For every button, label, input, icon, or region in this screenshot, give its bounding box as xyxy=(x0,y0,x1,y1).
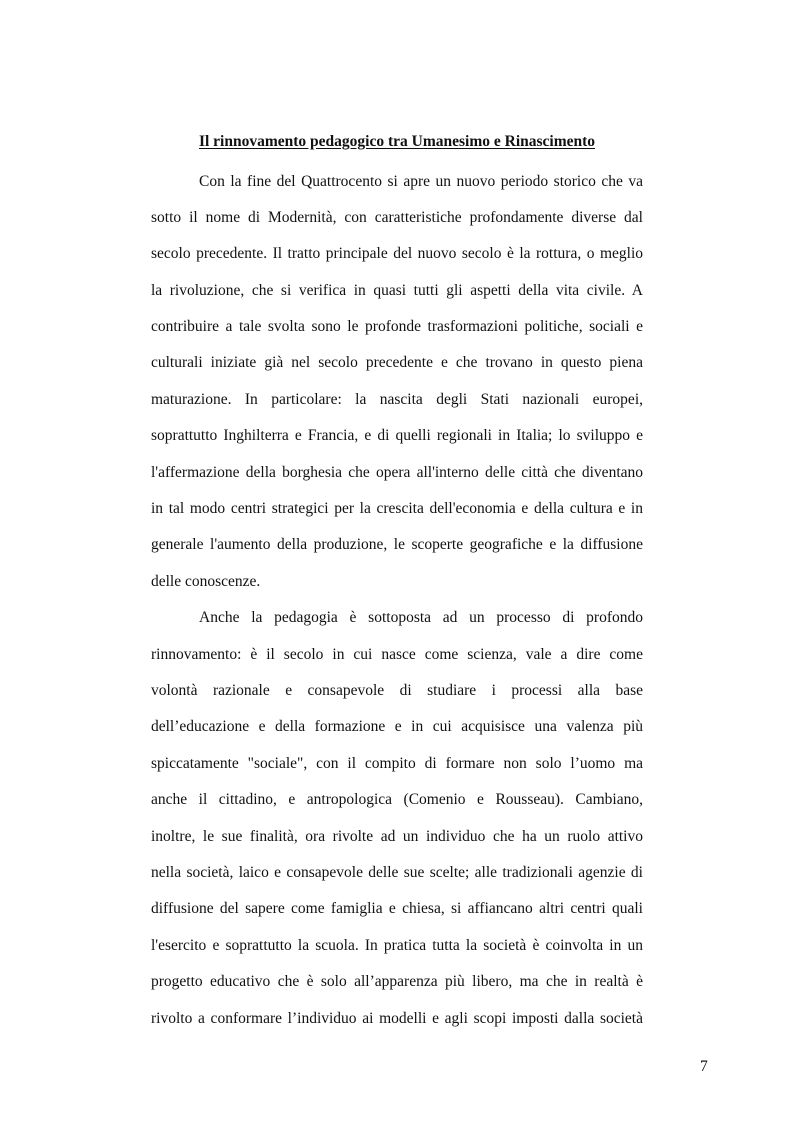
text-line: Con la fine del Quattrocento si apre un nuovo periodo storico che va xyxy=(199,173,643,190)
text-line: maturazione. In particolare: la nascita degli Stati nazionali europei, xyxy=(151,391,643,408)
text-line: progetto educativo che è solo all’apparenza più libero, ma che in realtà è xyxy=(151,973,643,990)
text-line: contribuire a tale svolta sono le profonde trasformazioni politiche, sociali e xyxy=(151,318,643,335)
text-line: anche il cittadino, e antropologica (Comenio e Rousseau). Cambiano, xyxy=(151,791,643,808)
text-line: dell’educazione e della formazione e in cui acquisisce una valenza più xyxy=(151,718,643,735)
section-heading: Il rinnovamento pedagogico tra Umanesimo e Rinascimento xyxy=(198,133,596,150)
text-line: secolo precedente. Il tratto principale del nuovo secolo è la rottura, o meglio xyxy=(151,245,643,262)
text-line: l'esercito e soprattutto la scuola. In pratica tutta la società è coinvolta in un xyxy=(151,937,643,954)
text-line: diffusione del sapere come famiglia e chiesa, si affiancano altri centri quali xyxy=(151,900,643,917)
text-line: spiccatamente "sociale", con il compito di formare non solo l’uomo ma xyxy=(151,755,643,772)
text-line: volontà razionale e consapevole di studiare i processi alla base xyxy=(151,682,643,699)
text-line: inoltre, le sue finalità, ora rivolte ad un individuo che ha un ruolo attivo xyxy=(151,828,643,845)
text-line: soprattutto Inghilterra e Francia, e di quelli regionali in Italia; lo sviluppo e xyxy=(151,427,643,444)
text-line: culturali iniziate già nel secolo precedente e che trovano in questo piena xyxy=(151,354,643,371)
text-line: rinnovamento: è il secolo in cui nasce come scienza, vale a dire come xyxy=(151,646,643,663)
text-line: rivolto a conformare l’individuo ai modelli e agli scopi imposti dalla società xyxy=(151,1010,643,1027)
page-number: 7 xyxy=(700,1058,708,1075)
text-line: in tal modo centri strategici per la crescita dell'economia e della cultura e in xyxy=(151,500,643,517)
text-line: delle conoscenze. xyxy=(151,573,261,590)
text-line: la rivoluzione, che si verifica in quasi tutti gli aspetti della vita civile. A xyxy=(151,282,643,299)
text-line: l'affermazione della borghesia che opera all'interno delle città che diventano xyxy=(151,464,643,481)
text-line: nella società, laico e consapevole delle sue scelte; alle tradizionali agenzie di xyxy=(151,864,643,881)
text-line: Anche la pedagogia è sottoposta ad un processo di profondo xyxy=(199,609,643,626)
text-line: sotto il nome di Modernità, con caratteristiche profondamente diverse dal xyxy=(151,209,643,226)
text-line: generale l'aumento della produzione, le scoperte geografiche e la diffusione xyxy=(151,536,643,553)
